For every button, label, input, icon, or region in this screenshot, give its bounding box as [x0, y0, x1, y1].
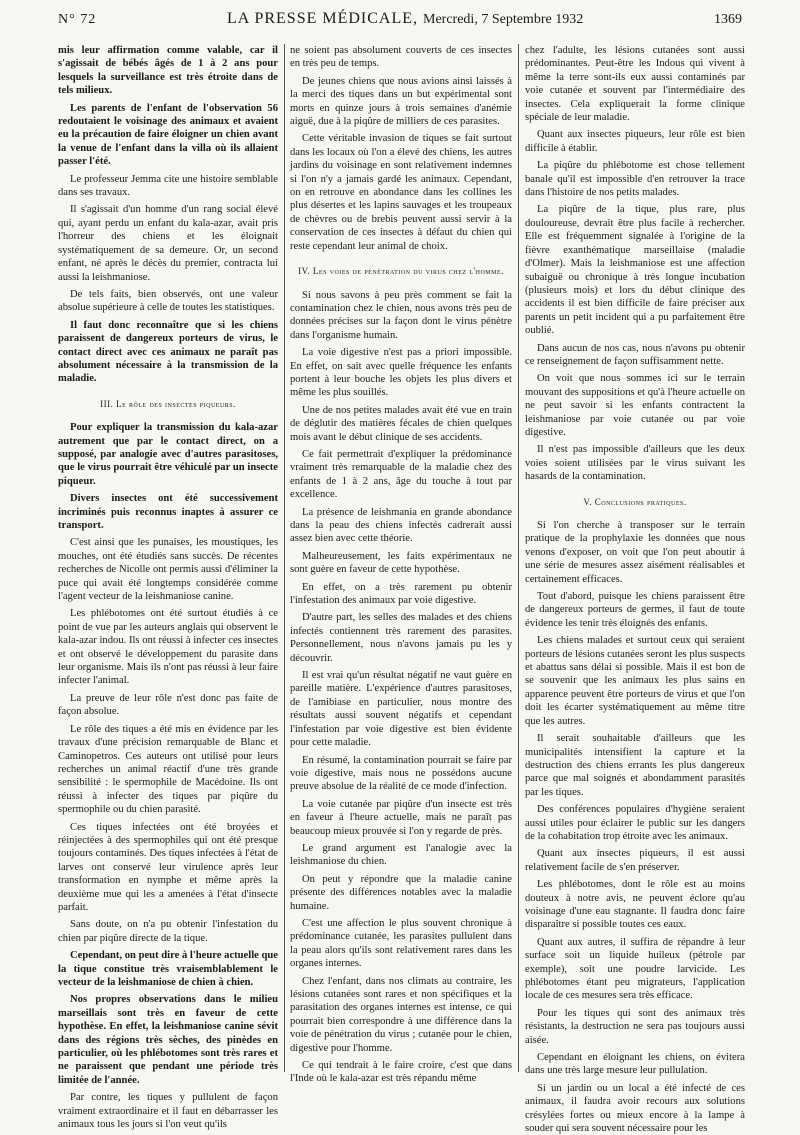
journal-title: LA PRESSE MÉDICALE, — [227, 10, 419, 27]
paragraph: En résumé, la contamination pourrait se faire par voie digestive, mais nous ne possédons aucune preuve absolue de la réalité de ce mode d'infection. — [290, 754, 512, 793]
paragraph: Les phlébotomes ont été surtout étudiés à ce point de vue par les auteurs anglais qui observent le kala-azar indou. Ils ont réussi à infecter ces insectes et ont observé le développement du parasite dans leur organisme. Mais ils n'ont pas réussi à leur faire infecter l'animal. — [58, 608, 278, 687]
paragraph: La preuve de leur rôle n'est donc pas faite de façon absolue. — [58, 692, 278, 718]
paragraph: Quant aux autres, il suffira de répandre à leur surface soit un liquide huileux (pétrole par exemple), soit une poudre larvicide. Les phlébotomes étant peu migrateurs, l'application locale de ces mesures sera très efficace. — [525, 936, 745, 1002]
paragraph: De jeunes chiens que nous avions ainsi laissés à la merci des tiques dans un but expérimental sont morts en quinze jours à trois semaines d'anémie aiguë, due à la piqûre de milliers de ces parasites. — [290, 75, 512, 128]
column-left — [58, 44, 278, 1131]
paragraph: Il s'agissait d'un homme d'un rang social élevé qui, ayant perdu un enfant du kala-azar, avait pris l'horreur des chiens et les éloignait systématiquement de sa demeure. Or, un second enfant, né après le décès du premier, contracta lui aussi la leishmaniose. — [58, 204, 278, 283]
paragraph: ne soient pas absolument couverts de ces insectes en très peu de temps. — [290, 45, 512, 70]
paragraph: La piqûre du phlébotome est chose tellement banale qu'il est impossible d'en retrouver la trace dans l'histoire de nos petits malades. — [525, 160, 745, 199]
column-middle — [290, 44, 512, 1085]
paragraph: Nos propres observations dans le milieu marseillais sont très en faveur de cette hypothèse. En effet, la leishmaniose canine sévit dans des régions très sèches, des pinèdes en particulier, où les phlébotomes sont très rares et ne paraissent que pendant une période très limitée de l'année. — [58, 994, 278, 1086]
paragraph: La piqûre de la tique, plus rare, plus douloureuse, devrait être plus facile à rechercher. Elle est fréquemment signalée à l'origine de la fièvre exanthématique marseillaise (maladie d'Olmer). Mais la leishmaniose est une affection subaiguë ou chronique à très longue incubation (plusieurs mois) et lors du début clinique des accidents il est bien difficile de faire préciser aux parents un petit incident qui a pu parfaitement être oublié. — [525, 204, 745, 337]
paragraph: En effet, on a très rarement pu obtenir l'infestation des animaux par voie digestive. — [290, 581, 512, 607]
section-heading: V. Conclusions pratiques. — [583, 496, 687, 507]
paragraph: Les parents de l'enfant de l'observation 56 redoutaient le voisinage des animaux et avaient eu la précaution de faire éloigner un chien avant la venue de l'enfant dans la villa où ils allaient passer l'été. — [58, 102, 278, 168]
paragraph: Chez l'enfant, dans nos climats au contraire, les lésions cutanées sont rares et non spécifiques et la parasitation des organes internes est intense, ce qui pourrait bien correspondre à une différence dans la voie de pénétration du virus ; cutanée pour le chien, digestive pour l'homme. — [290, 975, 512, 1054]
paragraph: La voie digestive n'est pas a priori impossible. En effet, on sait avec quelle fréquence les enfants portent à leur bouche les objets les plus divers et même les plus souillés. — [290, 347, 512, 399]
paragraph: mis leur affirmation comme valable, car il s'agissait de bébés âgés de 1 à 2 ans pour lesquels la surveillance est très étroite dans de tels milieux. — [58, 45, 278, 97]
paragraph: De tels faits, bien observés, ont une valeur absolue supérieure à celle de toutes les statistiques. — [58, 288, 278, 314]
journal-title-line — [227, 10, 583, 28]
paragraph: Si nous savons à peu près comment se fait la contamination chez le chien, nous avons très peu de données précises sur la façon dont le virus pénètre dans l'organisme humain. — [290, 289, 512, 341]
paragraph: Divers insectes ont été successivement incriminés puis reconnus inaptes à assurer ce transport. — [58, 493, 278, 531]
section-heading: III. Le rôle des insectes piqueurs. — [100, 398, 236, 409]
page-header — [58, 10, 742, 34]
paragraph: Si un jardin ou un local a été infecté de ces animaux, il faudra avoir recours aux solutions crésylées fortes ou mieux encore à la lampe à souder qui sera souvent nécessaire pour les — [525, 1082, 745, 1135]
paragraph: Par contre, les tiques y pullulent de façon vraiment extraordinaire et il faut en débarrasser les animaux tous les jours si l'on veut qu'ils — [58, 1092, 278, 1131]
column-divider — [284, 44, 285, 1072]
paragraph: Le rôle des tiques a été mis en évidence par les travaux d'une précision remarquable de Blanc et Caminopetros. Ces auteurs ont utilisé pour leurs recherches un animal réactif d'une très grande sensibilité : le spermophile de Macédoine. Ils ont réussi à infecter des tiques par piqûre du spermophile ou du chien parasité. — [58, 723, 278, 816]
paragraph: Il est vrai qu'un résultat négatif ne vaut guère en pareille matière. L'expérience d'autres parasitoses, de l'amibiase en particulier, nous montre des résultats aussi souvent négatifs et cependant l'infestation par voie digestive est bien évidente pour cette maladie. — [290, 670, 512, 749]
paragraph: La voie cutanée par piqûre d'un insecte est très en faveur à l'heure actuelle, mais ne paraît pas beaucoup mieux prouvée si l'on y regarde de près. — [290, 798, 512, 837]
paragraph: Si l'on cherche à transposer sur le terrain pratique de la prophylaxie les données que nous venons d'exposer, on voit que l'on peut aboutir à une série de mesures assez aisément réalisables et certainement efficaces. — [525, 520, 745, 585]
paragraph: Ce fait permettrait d'expliquer la prédominance vraiment très remarquable de la maladie chez des enfants de 1 à 2 ans, âge du touche à tout par excellence. — [290, 448, 512, 501]
paragraph: On peut y répondre que la maladie canine présente des différences notables avec la maladie humaine. — [290, 873, 512, 912]
column-right — [525, 44, 745, 1135]
paragraph: chez l'adulte, les lésions cutanées sont aussi prédominantes. Peut-être les Indous qui vivent à même la terre sont-ils eux aussi contaminés par voie cutanée et souvent par l'intermédiaire des insectes. Cela expliquerait la forme clinique spéciale de leur maladie. — [525, 45, 745, 124]
paragraph: Le grand argument est l'analogie avec la leishmaniose du chien. — [290, 842, 512, 868]
page-number: 1369 — [713, 12, 742, 27]
paragraph: C'est une affection le plus souvent chronique à prédominance cutanée, les parasites pullulent dans la peau alors qu'ils sont relativement rares dans les organes internes. — [290, 917, 512, 970]
paragraph: Sans doute, on n'a pu obtenir l'infestation du chien par piqûre directe de la tique. — [58, 919, 278, 944]
paragraph: Il n'est pas impossible d'ailleurs que les deux voies soient utilisées par le virus suivant les hasards de la contamination. — [525, 444, 745, 483]
paragraph: Cette véritable invasion de tiques se fait surtout dans les locaux où l'on a élevé des chiens, les autres jardins du voisinage en sont relativement indemnes si l'on n'y a jamais gardé les animaux. Cependant, on en retrouve en abondance dans les collines les plus désertes et les lapins sauvages et les troupeaux de chèvres ou de brebis peuvent aussi servir à la conservation de ces insectes à défaut du chien qui reste cependant leur animal de choix. — [290, 133, 512, 252]
paragraph: Pour expliquer la transmission du kala-azar autrement que par le contact direct, on a supposé, par analogie avec d'autres parasitoses, que le virus pourrait être véhiculé par un insecte piqueur. — [58, 422, 278, 487]
paragraph: Quant aux insectes piqueurs, il est aussi relativement facile de s'en préserver. — [525, 848, 745, 873]
issue-number: N° 72 — [58, 12, 97, 27]
paragraph: On voit que nous sommes ici sur le terrain mouvant des suppositions et qu'à l'heure actuelle on ne peut savoir si les enfants contractent la leishmaniose par voie cutanée ou par voie digestive. — [525, 373, 745, 438]
paragraph: Malheureusement, les faits expérimentaux ne sont guère en faveur de cette hypothèse. — [290, 550, 512, 576]
paragraph: Ces tiques infectées ont été broyées et réinjectées à des spermophiles qui ont été presque toujours contaminés. Des tiques infectées à l'état de larves ont conservé leur virulence après leur transformation en nymphe et même après la deuxième mue qui les a amenées à l'état d'insecte parfait. — [58, 821, 278, 913]
paragraph: Une de nos petites malades avait été vue en train de déglutir des matières fécales de chien quelques mois avant le début clinique de ses accidents. — [290, 404, 512, 443]
paragraph: Quant aux insectes piqueurs, leur rôle est bien difficile à établir. — [525, 129, 745, 154]
paragraph: Cependant, on peut dire à l'heure actuelle que la tique constitue très vraisemblablement le vecteur de la leishmaniose de chien à chien. — [58, 950, 278, 988]
paragraph: La présence de leishmania en grande abondance dans la peau des chiens infectés cadrerait aussi assez bien avec cette théorie. — [290, 506, 512, 545]
paragraph: Pour les tiques qui sont des animaux très résistants, la destruction ne sera pas toujours aussi aisée. — [525, 1007, 745, 1046]
paragraph: D'autre part, les selles des malades et des chiens infectés contiennent très rarement des parasites. Personnellement, nous n'avons jamais pu les y découvrir. — [290, 612, 512, 664]
paragraph: Dans aucun de nos cas, nous n'avons pu obtenir ce renseignement de façon suffisamment nette. — [525, 342, 745, 367]
paragraph: Des conférences populaires d'hygiène seraient aussi utiles pour éclairer le public sur les dangers de la cohabitation trop étroite avec les animaux. — [525, 804, 745, 842]
paragraph: Le professeur Jemma cite une histoire semblable dans ses travaux. — [58, 173, 278, 199]
paragraph: Les chiens malades et surtout ceux qui seraient porteurs de lésions cutanées seront les plus suspects et abattus sans délai si possible. Mais il est bon de se souvenir que les animaux les plus sains en apparence peuvent être porteurs de virus et que l'on doit les écarter systématiquement au même titre que les autres. — [525, 635, 745, 727]
paragraph: Cependant en éloignant les chiens, on évitera dans une très large mesure leur pullulation. — [525, 1052, 745, 1077]
issue-date: Mercredi, 7 Septembre 1932 — [423, 12, 584, 27]
section-heading: IV. Les voies de pénétration du virus chez l'homme. — [298, 266, 504, 277]
paragraph: Il faut donc reconnaître que si les chiens paraissent de dangereux porteurs de virus, le contact direct avec ces animaux ne paraît pas absolument nécessaire à la transmission de la maladie. — [58, 319, 278, 385]
paragraph: Les phlébotomes, dont le rôle est au moins douteux à notre avis, ne peuvent éclore qu'au voisinage d'une eau stagnante. Il faudra donc faire disparaître si possible toutes ces eaux. — [525, 879, 745, 931]
paragraph: Tout d'abord, puisque les chiens paraissent être de dangereux porteurs de germes, il faut de toute évidence les tenir très éloignés des enfants. — [525, 591, 745, 629]
paragraph: Il serait souhaitable d'ailleurs que les municipalités intensifient la capture et la destruction des chiens errants les plus dangereux parce que mal soignés et abondamment parasités par les tiques. — [525, 733, 745, 798]
paragraph: C'est ainsi que les punaises, les moustiques, les mouches, ont été étudiés sans succès. De récentes recherches de Nicolle ont permis aussi d'éliminer la puce qui avait été longtemps considérée comme l'agent vecteur de la leishmaniose canine. — [58, 537, 278, 603]
paragraph: Ce qui tendrait à le faire croire, c'est que dans l'Inde où le kala-azar est très répandu même — [290, 1060, 512, 1085]
column-divider — [518, 44, 519, 1072]
